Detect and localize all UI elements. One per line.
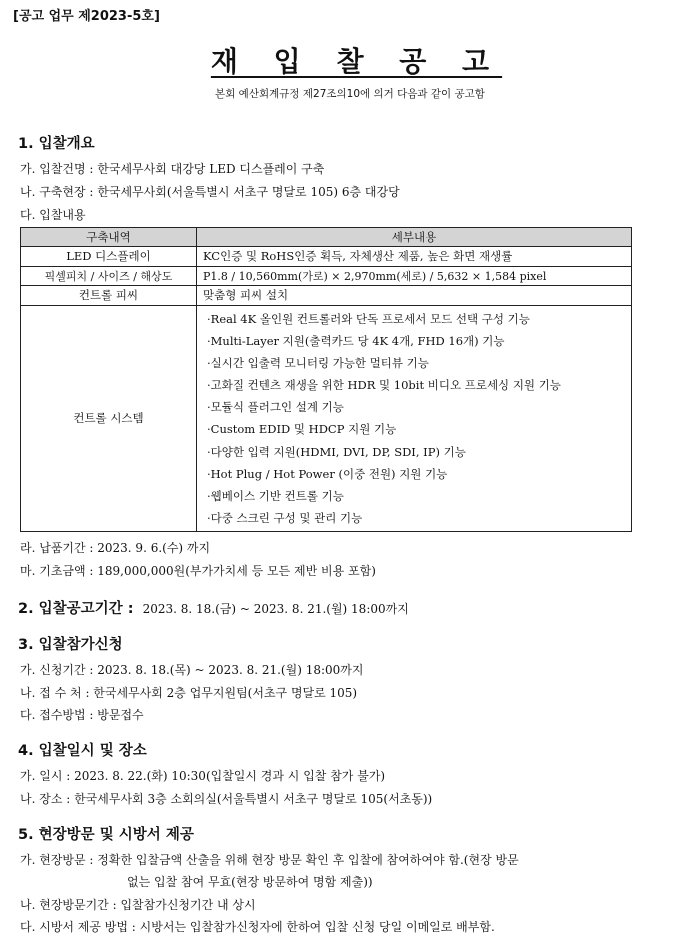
section-2 xyxy=(18,597,409,618)
section-3-heading: 3. 입찰참가신청 xyxy=(18,637,123,653)
section-4-heading: 4. 입찰일시 및 장소 xyxy=(18,743,147,759)
table-cell-detail: P1.8 / 10,560mm(가로) × 2,970mm(세로) / 5,632 × 1,584 pixel xyxy=(197,266,632,286)
table-row-control-system xyxy=(21,305,632,532)
reception-line: 나. 접 수 처 : 한국세무사회 2층 업무지원팀(서초구 명달로 105) xyxy=(20,686,358,700)
control-system-features xyxy=(197,305,632,532)
bid-content-line: 다. 입찰내용 xyxy=(20,208,86,222)
table-header-detail: 세부내용 xyxy=(197,228,632,247)
page-subtitle: 본회 예산회계규정 제27조의10에 의거 다음과 같이 공고함 xyxy=(215,88,485,100)
bid-name-line: 가. 입찰건명 : 한국세무사회 대강당 LED 디스플레이 구축 xyxy=(20,162,325,176)
feature-item: ·다중 스크린 구성 및 관리 기능 xyxy=(207,511,363,526)
delivery-period-line: 라. 납품기간 : 2023. 9. 6.(수) 까지 xyxy=(20,541,211,555)
notice-period-value: 2023. 8. 18.(금) ~ 2023. 8. 21.(월) 18:00까지 xyxy=(142,602,409,616)
application-period-line: 가. 신청기간 : 2023. 8. 18.(목) ~ 2023. 8. 21.(월) 18:00까지 xyxy=(20,663,364,677)
spec-table xyxy=(20,227,632,532)
table-cell-detail: 맞춤형 피씨 설치 xyxy=(197,286,632,306)
site-visit-line: 가. 현장방문 : 정확한 입찰금액 산출을 위해 현장 방문 확인 후 입찰에 참여하여야 함.(현장 방문 xyxy=(20,853,519,867)
table-header-item: 구축내역 xyxy=(21,228,197,247)
feature-item: ·웹베이스 기반 컨트롤 기능 xyxy=(207,489,344,503)
base-amount-line: 마. 기초금액 : 189,000,000원(부가가치세 등 모든 제반 비용 포함) xyxy=(20,564,376,578)
site-visit-period-line: 나. 현장방문기간 : 입찰참가신청기간 내 상시 xyxy=(20,898,256,912)
page-title xyxy=(0,40,700,80)
feature-item: ·Hot Plug / Hot Power (이중 전원) 지원 기능 xyxy=(207,466,448,481)
section-2-heading: 2. 입찰공고기간 : xyxy=(18,601,134,617)
feature-item: ·Multi-Layer 지원(출력카드 당 4K 4개, FHD 16개) 기능 xyxy=(207,333,505,348)
table-cell-label: LED 디스플레이 xyxy=(21,247,197,267)
section-5-heading: 5. 현장방문 및 시방서 제공 xyxy=(18,827,194,843)
feature-item: ·Real 4K 올인원 컨트롤러와 단독 프로세서 모드 선택 구성 기능 xyxy=(207,311,530,326)
document-number: [공고 업무 제2023-5호] xyxy=(13,9,160,24)
table-cell-label: 픽셀피치 / 사이즈 / 해상도 xyxy=(21,266,197,286)
feature-item: ·실시간 입출력 모니터링 가능한 멀티뷰 기능 xyxy=(207,355,429,370)
bid-datetime-line: 가. 일시 : 2023. 8. 22.(화) 10:30(입찰일시 경과 시 입찰 참가 불가) xyxy=(20,769,386,783)
table-cell-label: 컨트롤 피씨 xyxy=(21,286,197,306)
spec-delivery-line: 다. 시방서 제공 방법 : 시방서는 입찰참가신청자에 한하여 입찰 신청 당일 이메일로 배부함. xyxy=(20,920,495,934)
page-title-text: 재 입 찰 공 고 xyxy=(210,45,503,78)
section-1-heading: 1. 입찰개요 xyxy=(18,136,95,152)
table-header-row xyxy=(21,228,632,247)
reception-method-line: 다. 접수방법 : 방문접수 xyxy=(20,708,144,722)
feature-item: ·모듈식 플러그인 설계 기능 xyxy=(207,400,344,415)
feature-item: ·고화질 컨텐츠 재생을 위한 HDR 및 10bit 비디오 프로세싱 지원 기능 xyxy=(207,378,561,393)
bid-place-line: 나. 장소 : 한국세무사회 3층 소회의실(서울특별시 서초구 명달로 105(서초동)) xyxy=(20,792,433,806)
site-line: 나. 구축현장 : 한국세무사회(서울특별시 서초구 명달로 105) 6층 대강당 xyxy=(20,185,400,199)
feature-item: ·다양한 입력 지원(HDMI, DVI, DP, SDI, IP) 기능 xyxy=(207,444,466,459)
table-cell-detail: KC인증 및 RoHS인증 획득, 자체생산 제품, 높은 화면 재생률 xyxy=(197,247,632,267)
feature-item: ·Custom EDID 및 HDCP 지원 기능 xyxy=(207,422,397,437)
table-row xyxy=(21,266,632,286)
table-row xyxy=(21,286,632,306)
table-row xyxy=(21,247,632,267)
table-cell-label: 컨트롤 시스템 xyxy=(21,305,197,532)
site-visit-line-cont: 없는 입찰 참여 무효(현장 방문하여 명함 제출)) xyxy=(127,875,373,889)
